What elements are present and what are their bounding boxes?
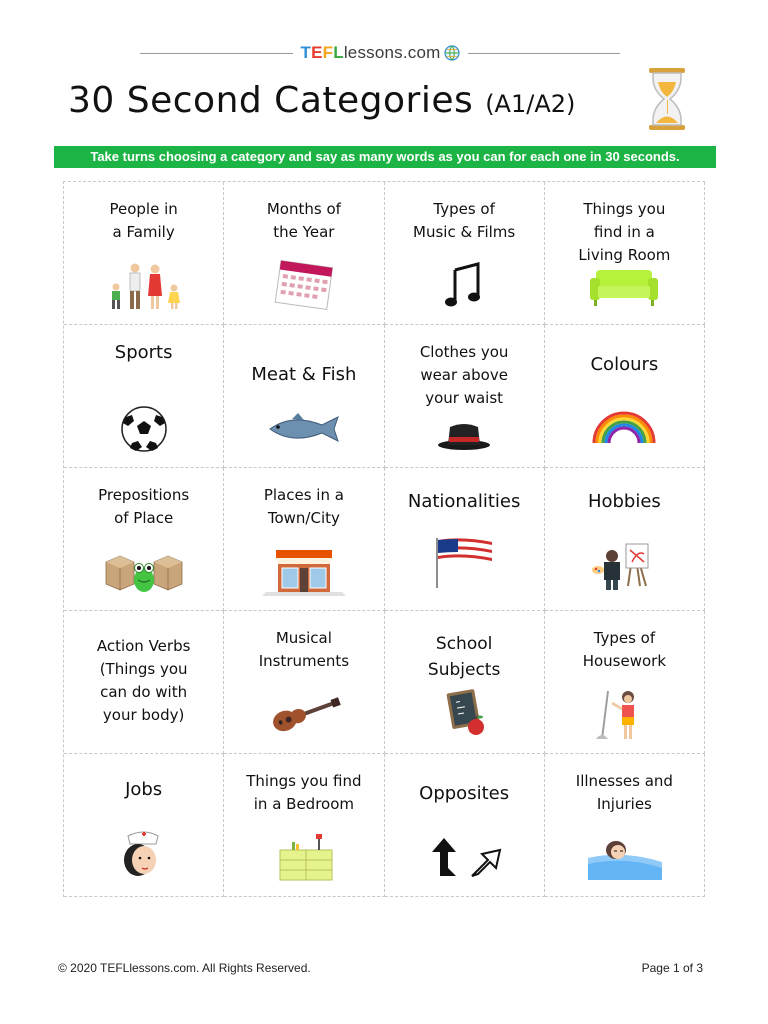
- category-cell: [64, 611, 224, 754]
- category-cell: [64, 468, 224, 611]
- hat-icon: [422, 399, 506, 455]
- instructions-banner: Take turns choosing a category and say as many words as you can for each one in 30 seconds.: [54, 146, 716, 168]
- category-cell: [64, 754, 224, 897]
- logo-letter-e: E: [311, 43, 323, 62]
- category-label: Prepositions of Place: [98, 486, 190, 527]
- category-label: Places in a Town/City: [263, 486, 344, 527]
- fish-icon: [262, 399, 346, 455]
- nurse-icon: [102, 824, 186, 884]
- category-cell: [224, 468, 384, 611]
- logo-letter-l: L: [333, 43, 344, 62]
- family-icon: [102, 256, 186, 312]
- category-cell: [64, 325, 224, 468]
- category-label: Months of the Year: [266, 200, 341, 241]
- category-label: Hobbies: [587, 491, 661, 512]
- category-cell: [545, 182, 705, 325]
- category-label: Action Verbs (Things you can do with your body): [96, 637, 191, 724]
- category-label: Colours: [590, 354, 659, 375]
- title-text: 30 Second Categories: [68, 80, 474, 121]
- globe-icon: [444, 45, 460, 61]
- guitar-icon: [262, 685, 346, 741]
- category-cell: [385, 611, 545, 754]
- logo-letter-f: F: [322, 43, 334, 62]
- site-logo: [293, 43, 468, 63]
- logo-line-right: [468, 53, 621, 54]
- category-cell: [385, 754, 545, 897]
- sick-in-bed-icon: [576, 828, 672, 884]
- category-cell: [64, 182, 224, 325]
- logo-line-left: [140, 53, 293, 54]
- category-label: Things you find in a Living Room: [578, 200, 671, 264]
- painter-icon: [582, 532, 666, 596]
- footer-page-number: Page 1 of 3: [641, 961, 703, 975]
- category-label: Musical Instruments: [258, 629, 350, 670]
- category-label: Things you find in a Bedroom: [246, 772, 362, 813]
- category-cell: [545, 325, 705, 468]
- category-cell: [545, 611, 705, 754]
- category-label: School Subjects: [427, 634, 501, 680]
- category-cell: [545, 754, 705, 897]
- category-cell: [385, 182, 545, 325]
- calendar-icon: [262, 256, 346, 312]
- category-label: Nationalities: [407, 491, 521, 512]
- page-title: [68, 80, 575, 128]
- flag-icon: [422, 528, 506, 592]
- category-label: Clothes you wear above your waist: [419, 343, 509, 407]
- chalkboard-apple-icon: [422, 685, 506, 741]
- level-text: (A1/A2): [485, 90, 576, 118]
- category-cell: [224, 754, 384, 897]
- footer-copyright: © 2020 TEFLlessons.com. All Rights Reserved.: [58, 961, 311, 975]
- category-cell: [224, 182, 384, 325]
- dresser-icon: [262, 828, 346, 884]
- frog-boxes-icon: [84, 542, 204, 598]
- logo-text-rest: lessons.com: [343, 43, 441, 62]
- arrows-icon: [414, 828, 514, 884]
- sofa-icon: [582, 256, 666, 312]
- category-label: Illnesses and Injuries: [575, 772, 673, 813]
- category-label: Jobs: [125, 779, 163, 800]
- category-label: Types of Housework: [582, 629, 667, 670]
- category-grid: [63, 181, 705, 897]
- category-label: Types of Music & Films: [413, 200, 516, 241]
- category-cell: [224, 325, 384, 468]
- rainbow-icon: [582, 399, 666, 455]
- logo-bar: [140, 38, 620, 68]
- category-cell: [545, 468, 705, 611]
- logo-letter-t: T: [300, 43, 312, 62]
- hourglass-icon: [644, 66, 690, 132]
- woman-mop-icon: [582, 681, 666, 745]
- category-cell: [385, 468, 545, 611]
- category-label: People in a Family: [109, 200, 178, 241]
- category-label: Sports: [114, 342, 173, 363]
- soccer-ball-icon: [102, 399, 186, 455]
- music-note-icon: [422, 256, 506, 312]
- category-cell: [385, 325, 545, 468]
- category-label: Meat & Fish: [251, 364, 357, 385]
- category-label: Opposites: [419, 783, 510, 804]
- shop-icon: [254, 542, 354, 598]
- category-cell: [224, 611, 384, 754]
